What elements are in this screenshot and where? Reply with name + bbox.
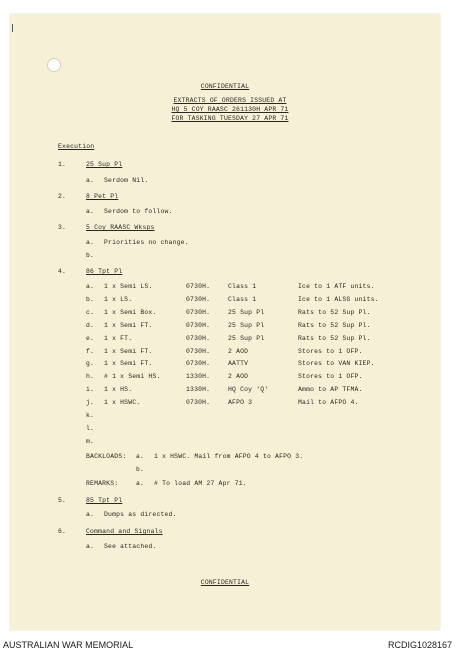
task-destination: Stores to VAN KIEP. [298, 360, 375, 368]
task-letter: h. [86, 373, 95, 381]
task-letter: d. [86, 321, 95, 329]
item-text: Serdom Nil. [104, 177, 149, 184]
execution-heading: Execution [58, 143, 95, 150]
item-letter: a. [86, 239, 95, 246]
pin-mark [12, 24, 13, 32]
task-destination: Ammo to AP TFMA. [298, 386, 363, 394]
section-number: 6. [58, 528, 67, 535]
backloads-label: BACKLOADS: [86, 453, 127, 460]
task-time: 0730H. [186, 347, 211, 355]
section-title: 25 Sup Pl [86, 161, 123, 168]
section-title: 85 Tpt Pl [86, 497, 123, 504]
task-letter: j. [86, 399, 95, 407]
header-line-2: HQ 5 COY RAASC 261130H APR 71 [171, 106, 289, 113]
task-vehicle: 1 x Semi LS. [104, 283, 153, 290]
item-text: See attached. [104, 543, 157, 550]
task-time: 0730H. [186, 334, 211, 342]
section-number: 4. [58, 268, 67, 275]
task-letter: c. [86, 308, 95, 316]
task-tasking-unit: 25 Sup Pl [228, 334, 265, 342]
task-vehicle: 1 x HS. [104, 386, 133, 394]
section-number: 3. [58, 224, 67, 231]
section-number: 2. [58, 193, 67, 200]
task-letter: m. [86, 437, 95, 445]
task-time: 0730H. [186, 360, 211, 368]
item-text: Serdom to follow. [104, 208, 173, 215]
classification-footer: CONFIDENTIAL [200, 579, 250, 586]
task-letter: b. [86, 295, 95, 303]
header-line-1: EXTRACTS OF ORDERS ISSUED AT [173, 97, 287, 104]
task-time: 0730H. [186, 295, 211, 303]
task-tasking-unit: 25 Sup Pl [228, 321, 265, 329]
task-tasking-unit: AFPO 3 [228, 399, 253, 407]
task-tasking-unit: 25 Sup Pl [228, 308, 265, 316]
archive-name: AUSTRALIAN WAR MEMORIAL [3, 640, 134, 650]
task-vehicle: 1 x LS. [104, 295, 133, 303]
section-title: 5 Coy RAASC Wksps [86, 224, 155, 231]
task-time: 0730H. [186, 308, 211, 316]
item-letter: a. [86, 511, 95, 518]
task-destination: Ice to 1 ALSG units. [298, 295, 379, 303]
section-title: 86 Tpt Pl [86, 268, 123, 275]
task-vehicle: # 1 x Semi HS. [104, 373, 161, 381]
archive-footer [0, 637, 455, 653]
remarks-text: # To load AM 27 Apr 71. [154, 480, 247, 487]
item-letter: a. [136, 480, 145, 487]
section-number: 1. [58, 161, 67, 168]
task-destination: Rats to 52 Sup Pl. [298, 308, 371, 316]
task-tasking-unit: AATTV [228, 360, 249, 368]
task-letter: g. [86, 360, 95, 368]
task-tasking-unit: 2 AOD [228, 373, 249, 381]
task-letter: f. [86, 347, 95, 355]
item-text: Priorities no change. [104, 239, 189, 246]
classification-header: CONFIDENTIAL [200, 83, 250, 90]
task-destination: Stores to 1 OFP. [298, 373, 363, 381]
task-time: 0730H. [186, 321, 211, 329]
task-tasking-unit: HQ Coy 'Q' [228, 386, 269, 394]
item-letter: a. [86, 177, 95, 184]
item-letter: a. [86, 208, 95, 215]
section-title: 8 Pet Pl [86, 193, 119, 200]
task-vehicle: 1 x Semi Box. [104, 308, 157, 316]
task-vehicle: 1 x Semi FT. [104, 321, 153, 329]
remarks-label: REMARKS: [86, 480, 119, 487]
punch-hole [47, 58, 61, 72]
item-letter: a. [86, 543, 95, 550]
task-vehicle: 1 x HSWC. [104, 399, 141, 407]
task-destination: Rats to 52 Sup Pl. [298, 334, 371, 342]
task-letter: i. [86, 386, 95, 394]
item-letter: b. [86, 252, 95, 259]
task-time: 1330H. [186, 373, 211, 381]
item-letter: a. [136, 453, 145, 460]
task-vehicle: 1 x Semi FT. [104, 347, 153, 355]
item-letter: b. [136, 466, 145, 473]
task-tasking-unit: 2 AOD [228, 347, 249, 355]
task-time: 1330H. [186, 386, 211, 394]
item-text: Dumps as directed. [104, 511, 177, 518]
task-tasking-unit: Class 1 [228, 295, 257, 303]
task-vehicle: 1 x Semi FT. [104, 360, 153, 368]
task-vehicle: 1 x FT. [104, 334, 133, 342]
task-time: 0730H. [186, 399, 211, 407]
task-destination: Rats to 52 Sup Pl. [298, 321, 371, 329]
task-letter: k. [86, 412, 95, 419]
section-number: 5. [58, 497, 67, 504]
backload-text: 1 x HSWC. Mail from AFPO 4 to AFPO 3. [154, 453, 304, 460]
task-tasking-unit: Class 1 [228, 283, 257, 290]
task-destination: Stores to 1 OFP. [298, 347, 363, 355]
task-letter: l. [86, 424, 95, 432]
task-destination: Ice to 1 ATF units. [298, 283, 375, 290]
section-title: Command and Signals [86, 528, 163, 535]
task-letter: a. [86, 283, 95, 290]
header-line-3: FOR TASKING TUESDAY 27 APR 71 [171, 115, 289, 122]
task-time: 0730H. [186, 283, 211, 290]
archive-id: RCDIG1028167 [387, 640, 452, 650]
task-destination: Mail to AFPO 4. [298, 399, 359, 407]
task-letter: e. [86, 334, 95, 342]
